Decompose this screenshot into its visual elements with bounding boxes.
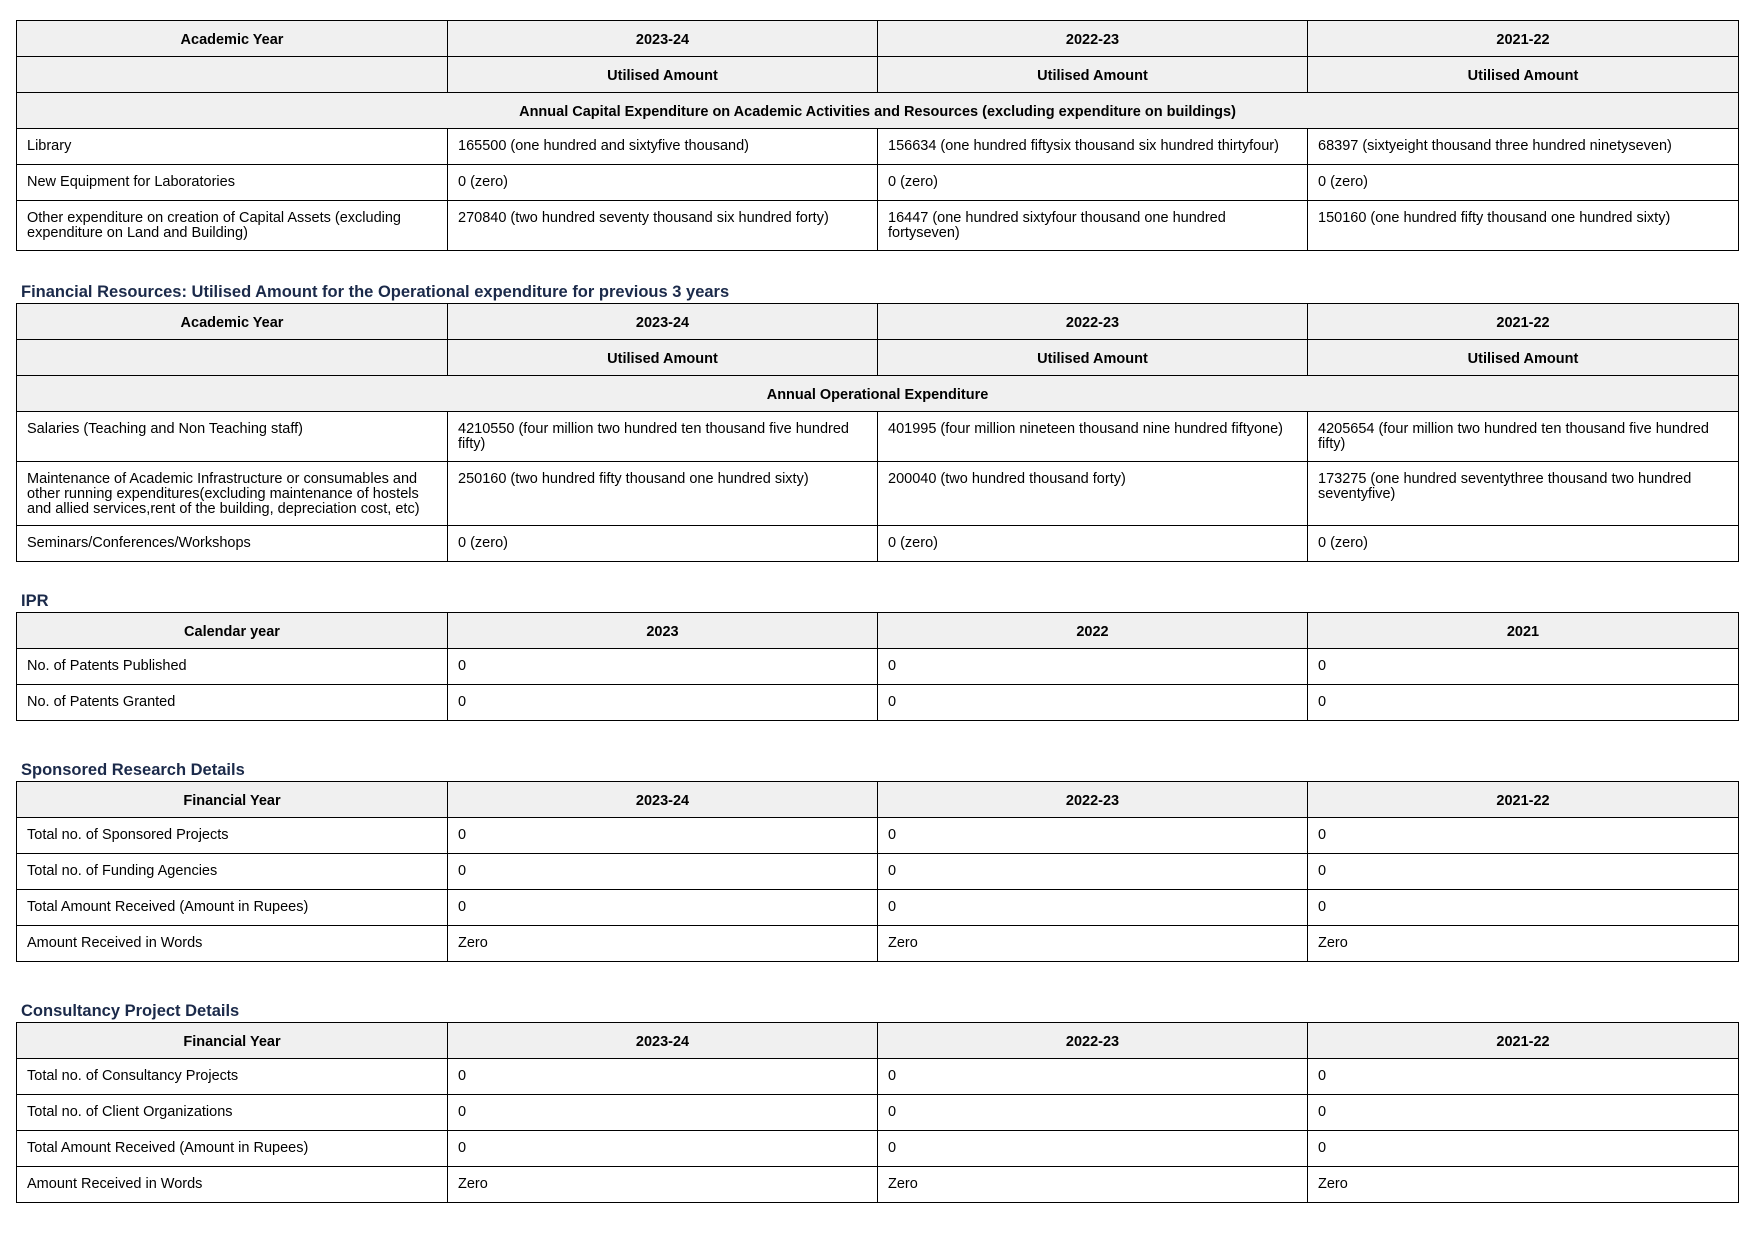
table-cell: Zero bbox=[1308, 926, 1739, 962]
table-header-row bbox=[17, 613, 1739, 649]
table-cell: 0 bbox=[878, 685, 1308, 721]
table-section-row bbox=[17, 376, 1739, 412]
ipr-table bbox=[16, 612, 1739, 721]
table-cell: 0 (zero) bbox=[448, 526, 878, 562]
table-row bbox=[17, 1095, 1739, 1131]
header-cell: 2022-23 bbox=[878, 21, 1308, 57]
table-header-row bbox=[17, 1023, 1739, 1059]
table-row bbox=[17, 165, 1739, 201]
section-label-cell: Annual Capital Expenditure on Academic Activities and Resources (excluding expenditure on buildings) bbox=[17, 93, 1739, 129]
table-cell: 0 bbox=[1308, 649, 1739, 685]
header-cell: Utilised Amount bbox=[878, 340, 1308, 376]
header-cell: Utilised Amount bbox=[448, 57, 878, 93]
table-section-row bbox=[17, 93, 1739, 129]
table-cell: 0 bbox=[448, 685, 878, 721]
header-cell: 2021-22 bbox=[1308, 1023, 1739, 1059]
header-cell: 2021-22 bbox=[1308, 782, 1739, 818]
header-cell: Financial Year bbox=[17, 1023, 448, 1059]
row-label: No. of Patents Published bbox=[17, 649, 448, 685]
table-cell: 0 bbox=[1308, 818, 1739, 854]
table-row bbox=[17, 1059, 1739, 1095]
header-cell-empty bbox=[17, 57, 448, 93]
row-label: Salaries (Teaching and Non Teaching staff) bbox=[17, 412, 448, 462]
header-cell: 2021-22 bbox=[1308, 304, 1739, 340]
table-cell: Zero bbox=[448, 926, 878, 962]
table-row bbox=[17, 1167, 1739, 1203]
table-cell: 0 bbox=[448, 818, 878, 854]
section-title-ipr: IPR bbox=[21, 592, 49, 610]
table-row bbox=[17, 129, 1739, 165]
table-cell: 0 bbox=[1308, 1059, 1739, 1095]
table-header-row bbox=[17, 304, 1739, 340]
header-cell-empty bbox=[17, 340, 448, 376]
header-cell: 2021-22 bbox=[1308, 21, 1739, 57]
header-cell: 2023-24 bbox=[448, 304, 878, 340]
document-page bbox=[16, 20, 1738, 1203]
section-label-cell: Annual Operational Expenditure bbox=[17, 376, 1739, 412]
header-cell: 2022-23 bbox=[878, 304, 1308, 340]
row-label: Total no. of Consultancy Projects bbox=[17, 1059, 448, 1095]
row-label: Total no. of Client Organizations bbox=[17, 1095, 448, 1131]
table-row bbox=[17, 890, 1739, 926]
header-cell: 2023 bbox=[448, 613, 878, 649]
table-cell: 173275 (one hundred seventythree thousand two hundred seventyfive) bbox=[1308, 462, 1739, 526]
table-cell: 0 bbox=[878, 818, 1308, 854]
sponsored-research-table bbox=[16, 781, 1739, 962]
table-cell: 0 bbox=[448, 1095, 878, 1131]
table-row bbox=[17, 1131, 1739, 1167]
operational-expenditure-table bbox=[16, 303, 1739, 562]
section-title-consultancy: Consultancy Project Details bbox=[21, 1002, 240, 1020]
table-cell: Zero bbox=[1308, 1167, 1739, 1203]
table-row bbox=[17, 854, 1739, 890]
table-cell: 0 bbox=[1308, 854, 1739, 890]
capital-expenditure-table bbox=[16, 20, 1739, 251]
table-row bbox=[17, 462, 1739, 526]
row-label: Amount Received in Words bbox=[17, 1167, 448, 1203]
table-cell: 0 bbox=[878, 1095, 1308, 1131]
header-cell: 2022 bbox=[878, 613, 1308, 649]
table-cell: 0 bbox=[878, 1131, 1308, 1167]
header-cell: 2022-23 bbox=[878, 1023, 1308, 1059]
table-cell: 0 (zero) bbox=[1308, 165, 1739, 201]
table-row bbox=[17, 926, 1739, 962]
table-cell: 68397 (sixtyeight thousand three hundred ninetyseven) bbox=[1308, 129, 1739, 165]
table-header-row bbox=[17, 782, 1739, 818]
header-cell: 2023-24 bbox=[448, 1023, 878, 1059]
row-label: Maintenance of Academic Infrastructure or consumables and other running expenditures(excluding maintenance of hostels and allied services,rent of the building, depreciation cost, etc) bbox=[17, 462, 448, 526]
table-subheader-row bbox=[17, 57, 1739, 93]
table-cell: 0 (zero) bbox=[448, 165, 878, 201]
row-label: Total no. of Sponsored Projects bbox=[17, 818, 448, 854]
table-row bbox=[17, 526, 1739, 562]
table-cell: 0 bbox=[878, 890, 1308, 926]
table-row bbox=[17, 201, 1739, 251]
header-cell: Utilised Amount bbox=[1308, 57, 1739, 93]
table-cell: 0 bbox=[878, 1059, 1308, 1095]
table-cell: 0 bbox=[1308, 1095, 1739, 1131]
consultancy-project-table bbox=[16, 1022, 1739, 1203]
table-cell: 150160 (one hundred fifty thousand one hundred sixty) bbox=[1308, 201, 1739, 251]
table-cell: 0 bbox=[1308, 1131, 1739, 1167]
table-cell: 4205654 (four million two hundred ten thousand five hundred fifty) bbox=[1308, 412, 1739, 462]
row-label: Total Amount Received (Amount in Rupees) bbox=[17, 1131, 448, 1167]
table-subheader-row bbox=[17, 340, 1739, 376]
table-row bbox=[17, 818, 1739, 854]
row-label: Other expenditure on creation of Capital Assets (excluding expenditure on Land and Building) bbox=[17, 201, 448, 251]
table-cell: 0 bbox=[1308, 890, 1739, 926]
row-label: Seminars/Conferences/Workshops bbox=[17, 526, 448, 562]
table-cell: 0 (zero) bbox=[878, 526, 1308, 562]
table-cell: 200040 (two hundred thousand forty) bbox=[878, 462, 1308, 526]
table-cell: 0 bbox=[448, 1059, 878, 1095]
table-row bbox=[17, 412, 1739, 462]
table-cell: 0 bbox=[448, 1131, 878, 1167]
row-label: Amount Received in Words bbox=[17, 926, 448, 962]
header-cell: 2023-24 bbox=[448, 21, 878, 57]
table-cell: Zero bbox=[878, 926, 1308, 962]
row-label: Library bbox=[17, 129, 448, 165]
table-cell: 16447 (one hundred sixtyfour thousand one hundred fortyseven) bbox=[878, 201, 1308, 251]
table-cell: 0 bbox=[878, 854, 1308, 890]
table-cell: Zero bbox=[878, 1167, 1308, 1203]
header-cell: Calendar year bbox=[17, 613, 448, 649]
table-cell: 0 bbox=[448, 890, 878, 926]
header-cell: 2023-24 bbox=[448, 782, 878, 818]
table-cell: 0 bbox=[448, 649, 878, 685]
table-cell: 270840 (two hundred seventy thousand six hundred forty) bbox=[448, 201, 878, 251]
table-cell: 4210550 (four million two hundred ten thousand five hundred fifty) bbox=[448, 412, 878, 462]
table-row bbox=[17, 649, 1739, 685]
section-title-operational: Financial Resources: Utilised Amount for the Operational expenditure for previous 3 years bbox=[21, 283, 730, 301]
header-cell: Academic Year bbox=[17, 304, 448, 340]
table-cell: 0 bbox=[878, 649, 1308, 685]
header-cell: 2022-23 bbox=[878, 782, 1308, 818]
header-cell: Utilised Amount bbox=[878, 57, 1308, 93]
header-cell: 2021 bbox=[1308, 613, 1739, 649]
row-label: No. of Patents Granted bbox=[17, 685, 448, 721]
header-cell: Utilised Amount bbox=[448, 340, 878, 376]
header-cell: Financial Year bbox=[17, 782, 448, 818]
header-cell: Utilised Amount bbox=[1308, 340, 1739, 376]
table-cell: 156634 (one hundred fiftysix thousand six hundred thirtyfour) bbox=[878, 129, 1308, 165]
table-cell: 0 (zero) bbox=[1308, 526, 1739, 562]
section-title-sponsored: Sponsored Research Details bbox=[21, 761, 245, 779]
table-cell: 0 bbox=[448, 854, 878, 890]
table-cell: Zero bbox=[448, 1167, 878, 1203]
table-cell: 250160 (two hundred fifty thousand one hundred sixty) bbox=[448, 462, 878, 526]
table-header-row bbox=[17, 21, 1739, 57]
header-cell: Academic Year bbox=[17, 21, 448, 57]
table-row bbox=[17, 685, 1739, 721]
table-cell: 0 (zero) bbox=[878, 165, 1308, 201]
table-cell: 401995 (four million nineteen thousand nine hundred fiftyone) bbox=[878, 412, 1308, 462]
table-cell: 165500 (one hundred and sixtyfive thousand) bbox=[448, 129, 878, 165]
row-label: Total no. of Funding Agencies bbox=[17, 854, 448, 890]
table-cell: 0 bbox=[1308, 685, 1739, 721]
row-label: Total Amount Received (Amount in Rupees) bbox=[17, 890, 448, 926]
row-label: New Equipment for Laboratories bbox=[17, 165, 448, 201]
